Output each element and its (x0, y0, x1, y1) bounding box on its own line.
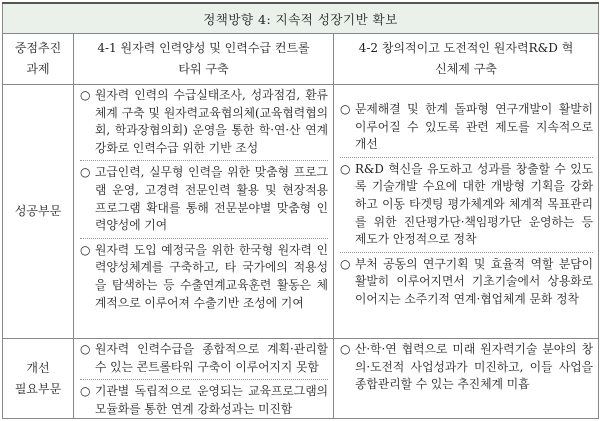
list-item (80, 160, 328, 234)
success-row (3, 85, 599, 339)
bullet-icon: ○ (340, 256, 351, 271)
list-item (340, 157, 593, 249)
bullet-icon: ○ (80, 88, 91, 102)
bullet-icon: ○ (80, 165, 91, 180)
item-text: 산·학·연 협력으로 미래 원자력기술 분야의 창의·도전적 사업성과가 미진하고, 이들 사업을 종합관리할 수 있는 추진체계 미흡 (355, 342, 594, 392)
row-label-success: 성공부문 (3, 85, 74, 339)
success-col1-cell (74, 85, 334, 339)
item-text: 문제해결 및 한계 돌파형 연구개발이 활발히 이루어질 수 있도록 관련 제도를 지속적으로 개선 (355, 102, 594, 152)
bullet-icon: ○ (340, 342, 351, 356)
item-text: R&D 혁신을 유도하고 성과를 창출할 수 있도록 기술개발 수요에 대한 개방형 기획을 강화하고 이동 타겟팅 평가체계와 체계적 목표관리를 위한 진단평가단·책임평가단 운영하는 등 제도가 안정적으로 정착 (355, 161, 594, 247)
list-item (80, 238, 328, 312)
title-row (3, 3, 599, 34)
list-item (340, 252, 593, 309)
bullet-icon: ○ (340, 102, 351, 116)
list-item (80, 87, 328, 157)
column-header-text: 4-1 원자력 인력양성 및 인력수급 컨트롤 타워 구축 (97, 41, 310, 76)
item-text: 고급인력, 실무형 인력을 위한 맞춤형 프로그램 운영, 고경력 전문인력 활용 및 현장적용 프로그램 확대를 통해 전문분야별 맞춤형 인력양성에 기여 (95, 165, 328, 233)
row-label-text: 개선 필요부문 (14, 360, 62, 396)
improve-col1-cell (74, 339, 334, 419)
row-label-text: 중점추진 과제 (14, 41, 62, 76)
improve-col2-cell (334, 339, 599, 419)
improve-row (3, 339, 599, 419)
item-text: 원자력 도입 예정국을 위한 한국형 원자력 인력양성체계를 구축하고, 타 국가에의 적용성을 탐색하는 등 수출연계교육훈련 활동은 체계적으로 이루어져 수출기반 조성에 기여 (95, 242, 328, 310)
item-text: 부처 공동의 연구기획 및 효율적 역할 분담이 활발히 이루어지면서 기초기술에서 상용화로 이어지는 소주기적 연계·협업체계 문화 정착 (355, 256, 594, 306)
success-col2-cell (334, 85, 599, 339)
list-item (80, 341, 328, 376)
policy-table (2, 2, 599, 419)
bullet-icon: ○ (340, 161, 351, 176)
row-label-key-tasks (3, 34, 74, 85)
item-text: 기관별 독립적으로 운영되는 교육프로그램의 모듈화를 통한 연계 강화성과는 미진함 (95, 384, 328, 416)
column-header-4-1 (74, 34, 334, 85)
list-item (340, 341, 593, 394)
item-text: 원자력 인력의 수급실태조사, 성과점검, 환류체계 구축 및 원자력교육협의체(교육협력협의회, 학과장협의회) 운영을 통한 학·연·산 연계강화로 인력수급 위한 기반 조성 (95, 88, 328, 155)
bullet-icon: ○ (80, 384, 91, 399)
header-row (3, 34, 599, 85)
list-item (80, 379, 328, 418)
list-item (340, 101, 593, 154)
bullet-icon: ○ (80, 242, 91, 257)
column-header-text: 4-2 창의적이고 도전적인 원자력R&D 혁 신체제 구축 (358, 41, 574, 76)
bullet-icon: ○ (80, 342, 91, 356)
item-text: 원자력 인력수급을 종합적으로 계획·관리할 수 있는 콘트롤타워 구축이 이루어지지 못함 (95, 342, 328, 374)
column-header-4-2 (334, 34, 599, 85)
table-title: 정책방향 4: 지속적 성장기반 확보 (3, 3, 599, 34)
row-label-improve (3, 339, 74, 419)
